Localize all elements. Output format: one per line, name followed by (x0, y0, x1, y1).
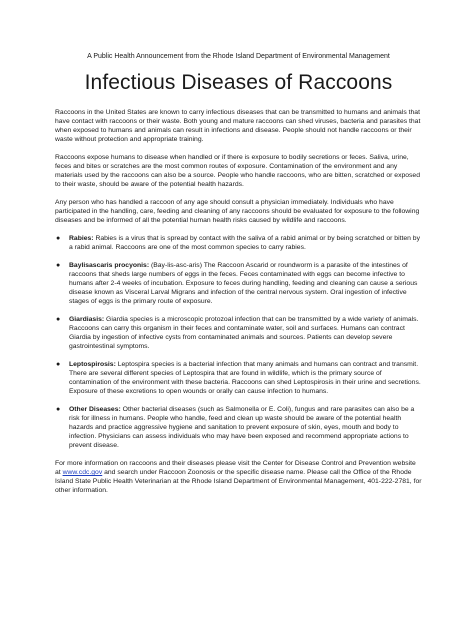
disease-term: Other Diseases: (69, 406, 121, 413)
intro-paragraph-3: Any person who has handled a raccoon of any age should consult a physician immediately. Individuals who have participated in the handling, care, feeding and cleaning of any raccoons should be evaluated for exposure to the following diseases and be informed of all the potential human health risks caused by wildlife and raccoons. (55, 199, 420, 224)
intro-paragraph-1: Raccoons in the United States are known to carry infectious diseases that can be transmitted to humans and animals that have contact with raccoons or their waste. Both young and mature raccoons can shed viruses, bacteria and parasites that when exposed to humans and animals can result in infections and disease. People should not handle raccoons or their waste without protection and appropriate training. (55, 109, 421, 143)
disease-item-rabies (56, 234, 422, 252)
closing-paragraph (55, 459, 422, 495)
disease-term: Rabies: (69, 235, 94, 242)
disease-term: Leptospirosis: (69, 361, 116, 368)
disease-description: Giardia species is a microscopic protozoal infection that can be transmitted by a wide variety of animals. Raccoons can carry this organism in their feces and contaminate water, soil and surfaces. Humans can contract Giardia by ingestion of infective cysts from contaminated animals and sources. Patients can develop severe gastrointestinal symptoms. (69, 316, 419, 350)
bullet-icon: ● (56, 316, 61, 323)
disease-item-leptospirosis (56, 360, 422, 396)
intro-paragraph-2: Raccoons expose humans to disease when handled or if there is exposure to bodily secretions or feces. Saliva, urine, feces and bites or scratches are the most common routes of exposure. Contamination of the environment and any materials used by the raccoons can also be a source. People who handle raccoons, who are bitten, scratched or exposed to their waste, should be aware of the potential health hazards. (55, 154, 420, 188)
disease-item-giardiasis (56, 315, 422, 351)
disease-description: Other bacterial diseases (such as Salmonella or E. Coli), fungus and rare parasites can also be a risk for illness in humans. People who handle, feed and clean up waste should be aware of the potential health hazards and practice aggressive hygiene and sanitation to prevent exposure of skin, eyes, mouth and body to infection. Physicians can assess individuals who may have been exposed and recommend appropriate actions to prevent disease. (69, 406, 415, 449)
bullet-icon: ● (56, 406, 61, 413)
disease-term: Giardiasis: (69, 316, 105, 323)
disease-description: (Bay-lis-asc-aris) The Raccoon Ascarid or roundworm is a parasite of the intestines of raccoons that sheds large numbers of eggs in the feces. Feces contaminated with eggs can become infective to humans after 2-4 weeks of incubation. Exposure to feces during handling, feeding and cleaning can cause a serious disease known as Visceral Larval Migrans and infection of the central nervous system. Oral ingestion of infective stages of eggs is the primary route of exposure. (69, 262, 418, 305)
disease-description: Rabies is a virus that is spread by contact with the saliva of a rabid animal or by being scratched or bitten by a rabid animal. Raccoons are one of the most common species to carry rabies. (69, 235, 420, 251)
bullet-icon: ● (56, 235, 61, 242)
bullet-icon: ● (56, 361, 61, 368)
closing-text-end: and search under Raccoon Zoonosis or the specific disease name. Please call the Office of the Rhode Island State Public Health Veterinarian at the Rhode Island Department of Environmental Management, 401-222-2781, for other information. (55, 469, 422, 494)
document-title: Infectious Diseases of Raccoons (84, 71, 393, 94)
disease-item-other (56, 405, 422, 450)
disease-description: Leptospira species is a bacterial infection that many animals and humans can contract and transmit. There are several different species of Leptospira that are found in wildlife, which is the primary source of contamination of the environment with these bacteria. Raccoons can shed Leptospirosis in their urine and secretions. Exposure of these excretions to open wounds or orally can cause infection to humans. (69, 361, 421, 395)
disease-term: Baylisascaris procyonis: (69, 262, 150, 269)
disease-item-baylisascaris (56, 261, 422, 306)
closing-text-start: For more information on raccoons and their diseases please visit the Center for Disease Control and Prevention website at (55, 460, 416, 476)
bullet-icon: ● (56, 262, 61, 269)
announcement-line: A Public Health Announcement from the Rhode Island Department of Environmental Management (87, 53, 390, 60)
cdc-website-link[interactable]: www.cdc.gov (62, 469, 103, 476)
disease-list (55, 234, 422, 450)
